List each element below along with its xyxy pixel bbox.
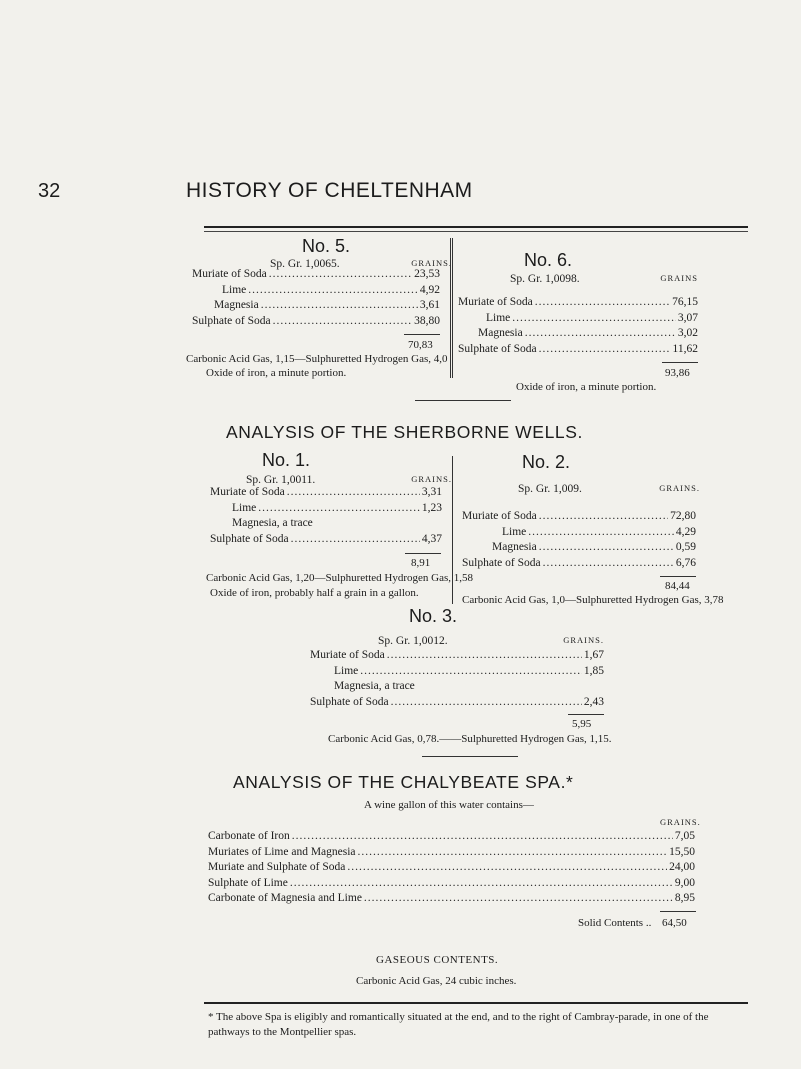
header-rule-thin (204, 231, 748, 232)
table-no-3-rows (310, 649, 604, 711)
unit-label: GRAINS. (563, 635, 604, 645)
running-title: HISTORY OF CHELTENHAM (186, 179, 473, 202)
sum-rule (568, 714, 604, 715)
table-no-5-rows (192, 268, 440, 330)
unit-label: GRAINS. (660, 817, 701, 827)
table-total: 8,91 (411, 557, 431, 569)
table-note: Oxide of iron, probably half a grain in a gallon. (210, 587, 419, 599)
table-row: Muriate of Soda ..... 3,31 (210, 486, 442, 502)
table-note: Oxide of iron, a minute portion. (206, 367, 347, 379)
table-row: Sulphate of Soda ..... 4,37 (210, 533, 442, 549)
unit-label: GRAINS (660, 273, 698, 283)
solid-contents-total: 64,50 (662, 917, 687, 929)
table-no-6-rows (458, 296, 698, 358)
table-note: Oxide of iron, a minute portion. (516, 381, 657, 393)
footer-rule (204, 1002, 748, 1004)
table-row: Carbonate of Magnesia and Lime ..... 8,95 (208, 892, 695, 908)
table-row: Sulphate of Lime ..... 9,00 (208, 877, 695, 893)
table-row: Muriate of Soda ..... 76,15 (458, 296, 698, 312)
table-no-5 (236, 236, 452, 270)
table-no-2-rows (462, 510, 696, 572)
column-divider (452, 456, 453, 604)
table-row: Muriate of Soda ..... 23,53 (192, 268, 440, 284)
specific-gravity: Sp. Gr. 1,0012. (378, 635, 448, 647)
table-title: No. 2. (522, 452, 571, 472)
sum-rule (405, 553, 441, 554)
table-row: Muriate and Sulphate of Soda ..... 24,00 (208, 861, 695, 877)
table-row: Magnesia, a trace (232, 517, 313, 529)
gaseous-contents: Carbonic Acid Gas, 24 cubic inches. (356, 975, 517, 987)
table-note: Carbonic Acid Gas, 1,0—Sulphuretted Hydrogen Gas, 3,78 (462, 594, 724, 606)
section-rule (422, 756, 518, 757)
table-row: Sulphate of Soda ..... 6,76 (462, 557, 696, 573)
table-row: Magnesia ..... 3,02 (458, 327, 698, 343)
table-no-3-head (378, 635, 604, 647)
sum-rule (404, 334, 440, 335)
sum-rule (660, 576, 696, 577)
section-rule (415, 400, 511, 401)
specific-gravity: Sp. Gr. 1,0011. (246, 474, 316, 486)
specific-gravity: Sp. Gr. 1,0065. (270, 258, 340, 270)
table-row: Muriates of Lime and Magnesia ..... 15,50 (208, 846, 695, 862)
intro-text: A wine gallon of this water contains— (364, 799, 534, 811)
table-row: Magnesia ..... 0,59 (462, 541, 696, 557)
sum-rule (660, 911, 696, 912)
table-row: Lime ..... 4,29 (462, 526, 696, 542)
chalybeate-rows (208, 830, 695, 908)
table-row: Muriate of Soda ..... 1,67 (310, 649, 604, 665)
table-title: No. 3. (409, 606, 458, 626)
section-heading: ANALYSIS OF THE SHERBORNE WELLS. (226, 422, 583, 442)
table-total: 84,44 (665, 580, 690, 592)
table-row: Magnesia ..... 3,61 (192, 299, 440, 315)
unit-label: GRAINS. (659, 483, 700, 493)
table-row: Carbonate of Iron ..... 7,05 (208, 830, 695, 846)
table-row: Lime ..... 3,07 (458, 312, 698, 328)
table-row: Lime ..... 4,92 (192, 284, 440, 300)
table-row: Lime ..... 1,23 (210, 502, 442, 518)
gaseous-heading: GASEOUS CONTENTS. (376, 954, 499, 966)
table-total: 5,95 (572, 718, 592, 730)
table-total: 70,83 (408, 339, 433, 351)
unit-label: GRAINS. (411, 258, 452, 268)
table-no-6 (458, 236, 698, 285)
solid-contents-label: Solid Contents .. (578, 917, 652, 929)
table-total: 93,86 (665, 367, 690, 379)
table-no-1 (210, 450, 452, 486)
unit-label: GRAINS. (411, 474, 452, 484)
table-row: Magnesia, a trace (334, 680, 415, 692)
table-no-1-rows (210, 486, 442, 548)
table-row: Lime ..... 1,85 (310, 665, 604, 681)
table-note: Carbonic Acid Gas, 0,78.——Sulphuretted Hydrogen Gas, 1,15. (328, 733, 612, 745)
column-divider (450, 238, 453, 378)
table-title: No. 6. (524, 250, 573, 270)
footnote: * The above Spa is eligibly and romantically situated at the end, and to the right of Cambray-parade, in one of the pathways to the Montpellier spas. (208, 1011, 709, 1038)
table-title: No. 5. (302, 236, 351, 256)
table-no-2 (462, 452, 700, 495)
table-row: Sulphate of Soda ..... 2,43 (310, 696, 604, 712)
table-row: Sulphate of Soda ..... 11,62 (458, 343, 698, 359)
page-number: 32 (38, 180, 61, 202)
table-row: Muriate of Soda ..... 72,80 (462, 510, 696, 526)
section-heading: ANALYSIS OF THE CHALYBEATE SPA.* (233, 772, 574, 792)
table-row: Sulphate of Soda ..... 38,80 (192, 315, 440, 331)
specific-gravity: Sp. Gr. 1,009. (518, 483, 582, 495)
sum-rule (662, 362, 698, 363)
table-note: Carbonic Acid Gas, 1,15—Sulphuretted Hydrogen Gas, 4,0 (186, 353, 448, 365)
table-note: Carbonic Acid Gas, 1,20—Sulphuretted Hydrogen Gas, 1,58 (206, 572, 474, 584)
table-title: No. 1. (262, 450, 311, 470)
header-rule (204, 226, 748, 228)
specific-gravity: Sp. Gr. 1,0098. (510, 273, 580, 285)
